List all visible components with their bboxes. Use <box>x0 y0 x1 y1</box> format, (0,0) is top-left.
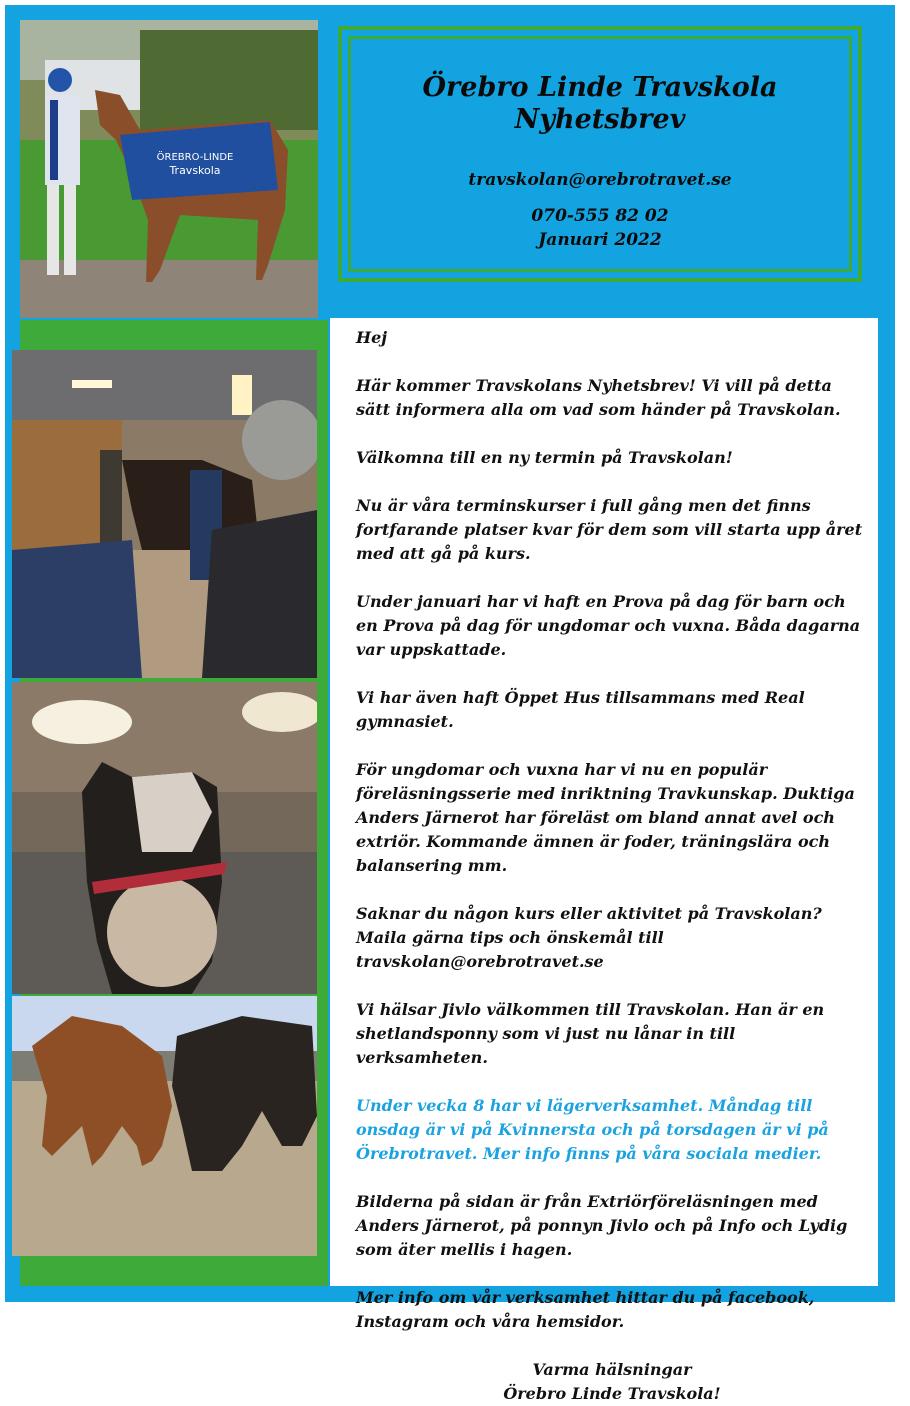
paragraph-lecture-series: För ungdomar och vuxna har vi nu en populär föreläsningsserie med inriktning Travkunskap. Duktiga Anders Järnerot har föreläst om bland annat avel och extriör. Kommande ämnen är foder, träningslära och balansering mm. <box>356 760 855 875</box>
paragraph-more-info: Mer info om vår verksamhet hittar du på facebook, Instagram och våra hemsidor. <box>356 1288 815 1331</box>
contact-email: travskolan@orebrotravet.se <box>468 170 732 190</box>
photo-child-with-horse <box>20 20 318 318</box>
issue-date: Januari 2022 <box>538 230 662 250</box>
blanket-text-line2: Travskola <box>169 164 221 177</box>
paragraph-suggestions: Saknar du någon kurs eller aktivitet på Travskolan? Maila gärna tips och önskemål till travskolan@orebrotravet.se <box>356 904 822 971</box>
contact-phone: 070-555 82 02 <box>531 206 669 226</box>
paragraph-photo-captions: Bilderna på sidan är från Extriörföreläsningen med Anders Järnerot, på ponnyn Jivlo och på Info och Lydig som äter mellis i hagen. <box>356 1192 848 1259</box>
blanket-text-line1: ÖREBRO-LINDE <box>156 152 234 163</box>
paragraph-trial-days: Under januari har vi haft en Prova på dag för barn och en Prova på dag för ungdomar och vuxna. Båda dagarna var uppskattade. <box>356 592 861 659</box>
newsletter-title: Örebro Linde Travskola <box>422 72 778 103</box>
paragraph-courses: Nu är våra terminskurser i full gång men det finns fortfarande platser kvar för dem som vill starta upp året med att gå på kurs. <box>356 496 863 563</box>
photo-ponies-grazing <box>12 996 317 1256</box>
greeting: Hej <box>356 328 388 347</box>
newsletter-header <box>338 26 862 282</box>
newsletter-subtitle: Nyhetsbrev <box>514 104 686 135</box>
newsletter-body <box>330 318 878 1403</box>
paragraph-welcome: Välkomna till en ny termin på Travskolan! <box>356 448 733 467</box>
signoff-greeting: Varma hälsningar <box>532 1360 692 1379</box>
photo-stable-lecture <box>12 350 317 678</box>
photo-pony-jivlo <box>12 682 317 994</box>
paragraph-camp-highlight: Under vecka 8 har vi lägerverksamhet. Måndag till onsdag är vi på Kvinnersta och på torsdagen är vi på Örebrotravet. Mer info finns på våra sociala medier. <box>356 1096 829 1163</box>
paragraph-open-house: Vi har även haft Öppet Hus tillsammans med Real gymnasiet. <box>356 688 805 731</box>
paragraph-new-pony: Vi hälsar Jivlo välkommen till Travskolan. Han är en shetlandsponny som vi just nu lånar in till verksamheten. <box>356 1000 825 1067</box>
signoff-sender: Örebro Linde Travskola! <box>503 1384 721 1403</box>
paragraph-intro: Här kommer Travskolans Nyhetsbrev! Vi vill på detta sätt informera alla om vad som händer på Travskolan. <box>356 376 841 419</box>
